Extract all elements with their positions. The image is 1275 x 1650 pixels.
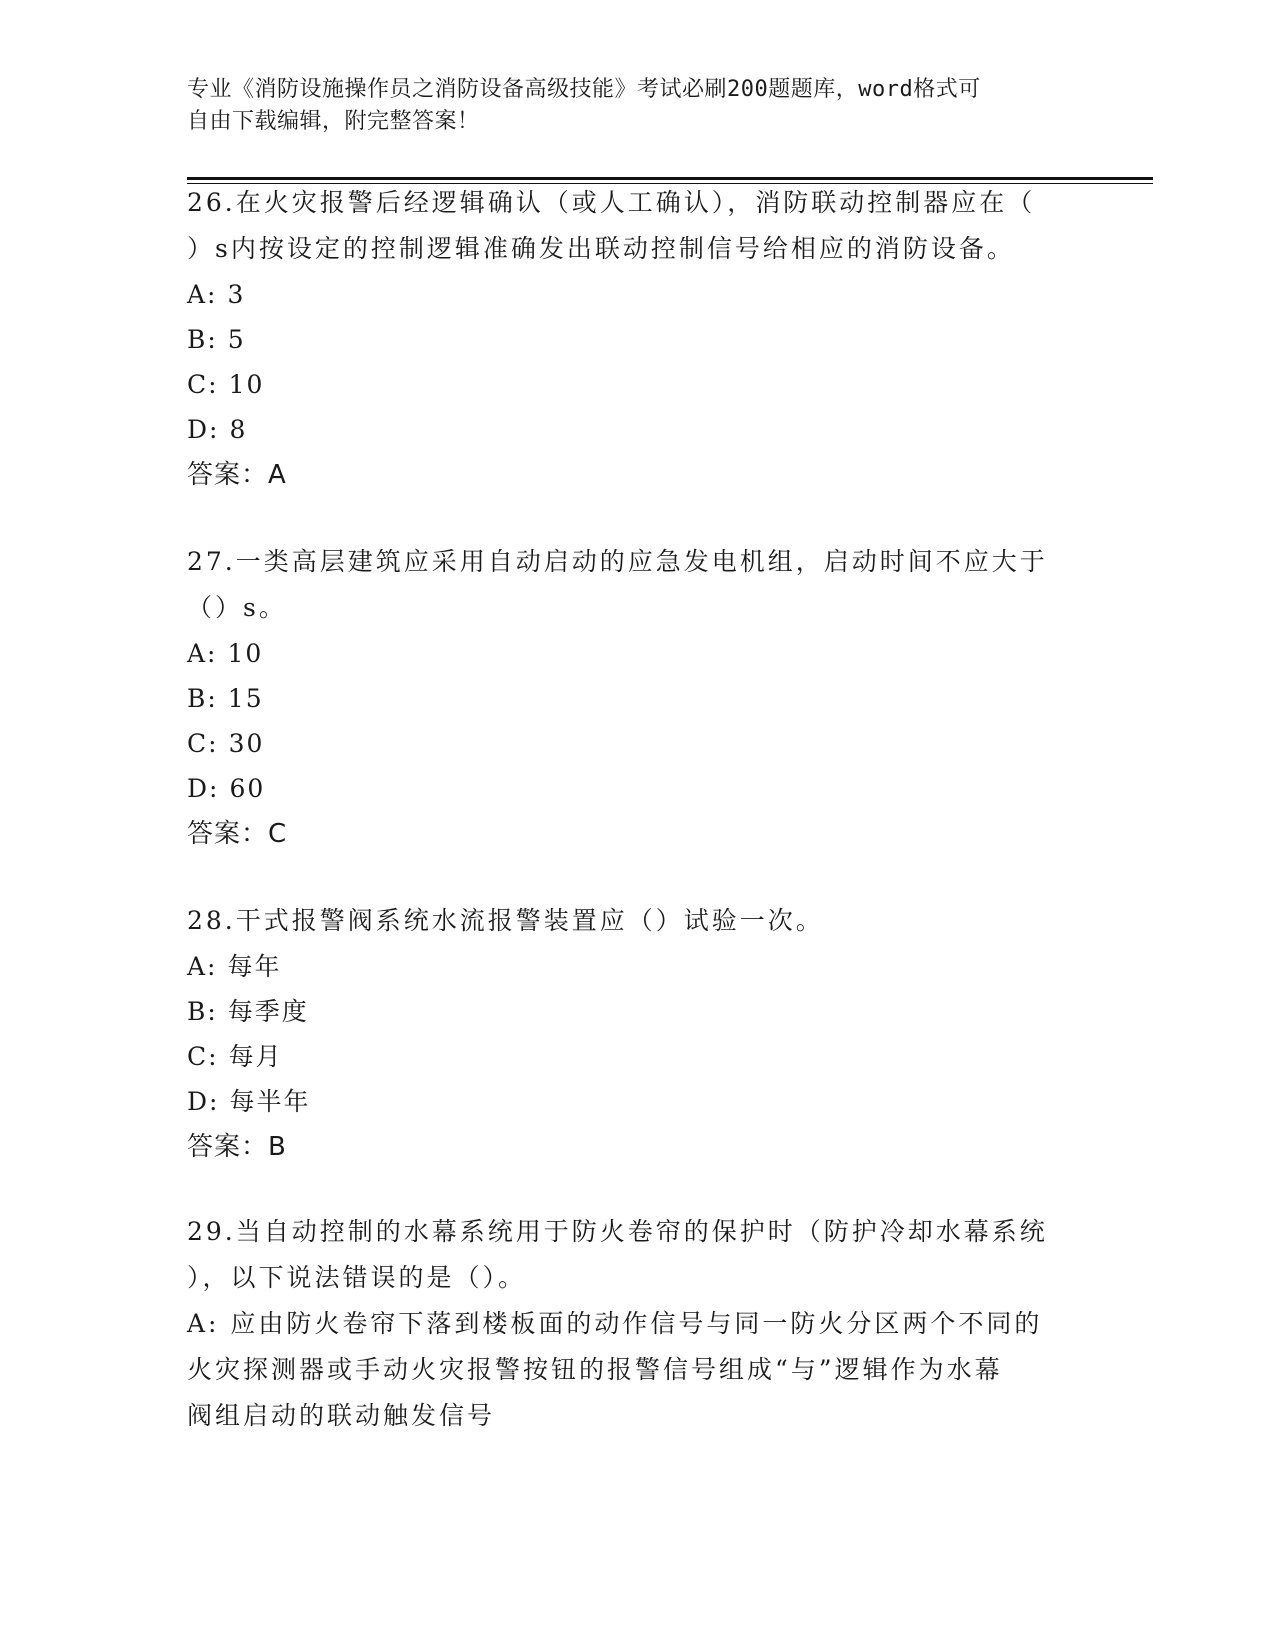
option-c [187, 721, 1087, 766]
option-text: 10 [227, 639, 264, 668]
option-b [187, 317, 1087, 362]
option-key: C: [187, 1042, 219, 1071]
option-text: 每月 [228, 1042, 283, 1071]
option-key: C: [187, 370, 219, 399]
option-key: A: [187, 280, 218, 309]
header-line-1: 专业《消防设施操作员之消防设备高级技能》考试必刷200题题库，word格式可 [187, 77, 981, 102]
option-text: 30 [228, 729, 265, 758]
option-text: 每年 [227, 952, 282, 981]
option-text: 每半年 [229, 1087, 311, 1116]
question-28 [187, 898, 1087, 1170]
option-key: B: [187, 325, 218, 354]
option-d [187, 407, 1087, 452]
question-26 [187, 180, 1087, 498]
option-key: D: [187, 774, 220, 803]
option-key: C: [187, 729, 219, 758]
option-c [187, 362, 1087, 407]
option-a [187, 272, 1087, 317]
option-text: 15 [227, 684, 264, 713]
option-c [187, 1034, 1087, 1079]
option-text: 3 [227, 280, 246, 309]
option-a-text-line: 火灾探测器或手动火灾报警按钮的报警信号组成“与”逻辑作为水幕 [187, 1355, 1003, 1384]
question-text-line: （）s。 [187, 593, 287, 622]
option-a-text-line: A: 应由防火卷帘下落到楼板面的动作信号与同一防火分区两个不同的 [187, 1309, 1043, 1338]
document-header [187, 74, 1067, 138]
option-a [187, 631, 1087, 676]
question-text-line: 26.在火灾报警后经逻辑确认（或人工确认），消防联动控制器应在（ [187, 188, 1036, 217]
option-key: D: [187, 415, 220, 444]
option-text: 10 [228, 370, 265, 399]
option-d [187, 1079, 1087, 1124]
question-text-line: 29.当自动控制的水幕系统用于防火卷帘的保护时（防护冷却水幕系统 [187, 1217, 1048, 1246]
option-text: 5 [227, 325, 246, 354]
answer-line: 答案：B [187, 1132, 287, 1162]
option-key: A: [187, 952, 218, 981]
question-text-line: ）s内按设定的控制逻辑准确发出联动控制信号给相应的消防设备。 [187, 234, 1015, 263]
option-b [187, 989, 1087, 1034]
answer-line: 答案：A [187, 460, 287, 490]
answer-line: 答案：C [187, 819, 288, 849]
question-text-line: ），以下说法错误的是（）。 [187, 1263, 527, 1292]
question-text-line: 27.一类高层建筑应采用自动启动的应急发电机组，启动时间不应大于 [187, 547, 1048, 576]
header-line-2: 自由下载编辑，附完整答案！ [187, 109, 480, 134]
option-a [187, 944, 1087, 989]
question-29 [187, 1209, 1087, 1439]
option-d [187, 766, 1087, 811]
option-a-text-line: 阀组启动的联动触发信号 [187, 1401, 496, 1430]
option-key: B: [187, 997, 218, 1026]
option-b [187, 676, 1087, 721]
option-text: 每季度 [227, 997, 309, 1026]
question-27 [187, 539, 1087, 857]
option-key: B: [187, 684, 218, 713]
option-key: A: [187, 639, 218, 668]
question-text-line: 28.干式报警阀系统水流报警装置应（）试验一次。 [187, 906, 824, 935]
option-key: D: [187, 1087, 220, 1116]
option-text: 8 [229, 415, 248, 444]
option-text: 60 [229, 774, 266, 803]
